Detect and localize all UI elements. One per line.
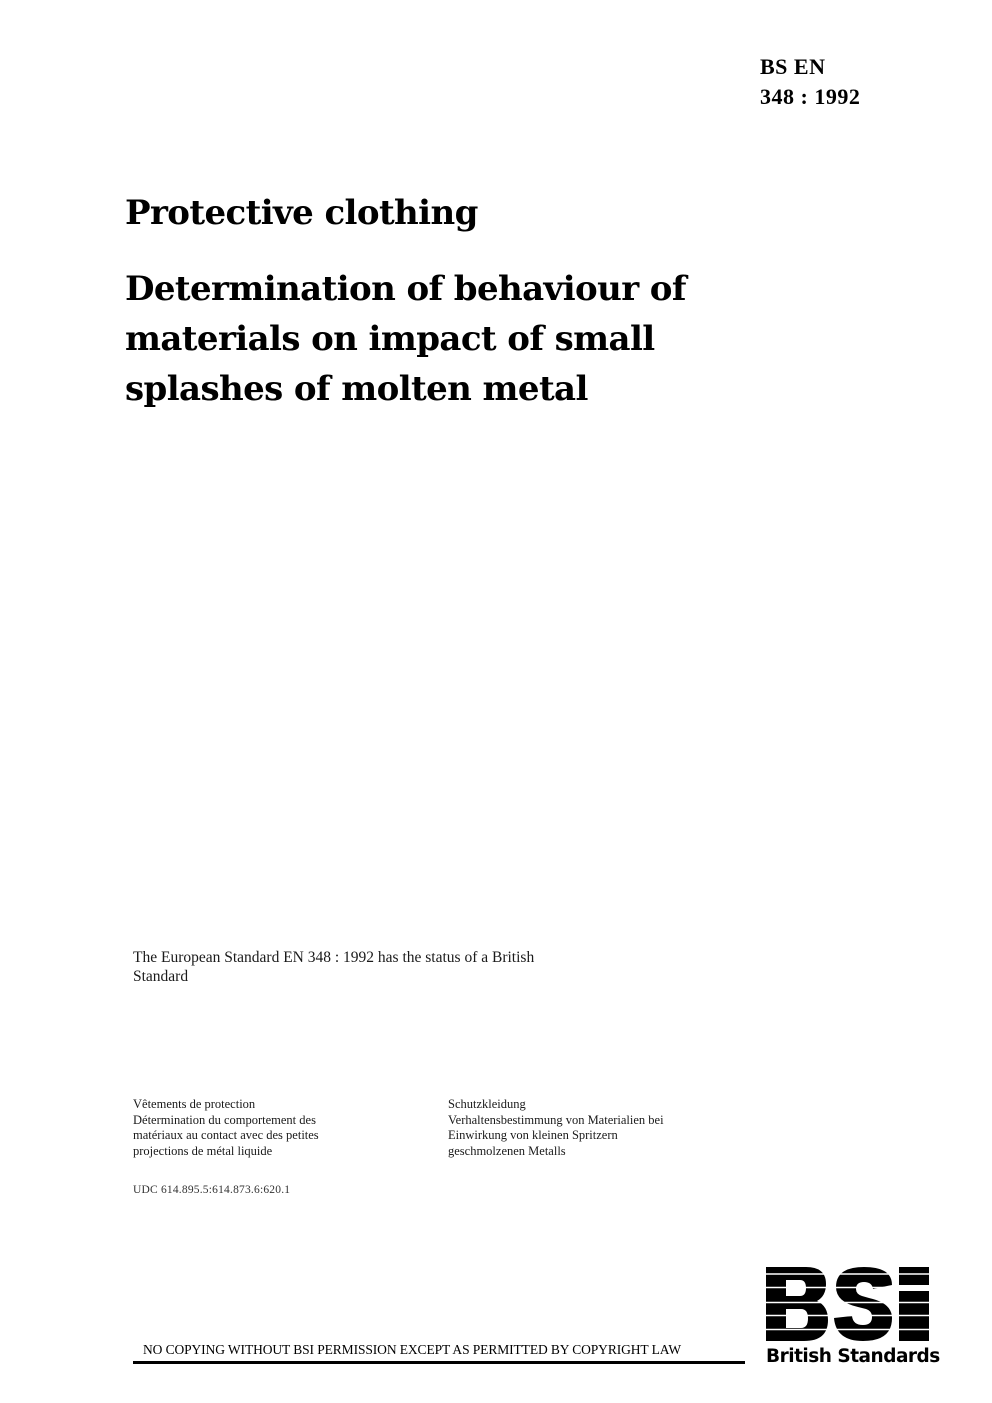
german-title-line: geschmolzenen Metalls xyxy=(448,1143,566,1158)
standard-number-line2: 348 : 1992 xyxy=(760,84,861,109)
bsi-logo xyxy=(766,1265,944,1370)
udc-classification: UDC 614.895.5:614.873.6:620.1 xyxy=(133,1184,291,1196)
copyright-notice: NO COPYING WITHOUT BSI PERMISSION EXCEPT AS PERMITTED BY COPYRIGHT LAW xyxy=(143,1342,681,1357)
french-title-line: Détermination du comportement des xyxy=(133,1112,316,1127)
french-title-line: matériaux au contact avec des petites xyxy=(133,1128,319,1142)
french-title-line: projections de métal liquide xyxy=(133,1143,273,1158)
standard-number xyxy=(760,52,860,112)
document-subtitle: Determination of behaviour of materials on impact of small splashes of molten metal xyxy=(125,269,686,409)
bsi-logo-mark xyxy=(766,1265,944,1343)
french-title-line: Vêtements de protection xyxy=(133,1097,256,1111)
german-title-line: Schutzkleidung xyxy=(448,1097,526,1111)
standard-number-line1: BS EN xyxy=(760,54,826,79)
german-title-line: Verhaltensbestimmung von Materialien bei xyxy=(448,1112,664,1127)
document-title: Protective clothing xyxy=(125,193,478,233)
status-statement: The European Standard EN 348 : 1992 has the status of a British Standard xyxy=(133,949,535,985)
german-title xyxy=(448,1097,738,1159)
copyright-rule xyxy=(133,1361,745,1364)
bsi-wordmark: British Standards xyxy=(766,1346,940,1367)
french-title xyxy=(133,1097,423,1159)
german-title-line: Einwirkung von kleinen Spritzern xyxy=(448,1128,618,1142)
